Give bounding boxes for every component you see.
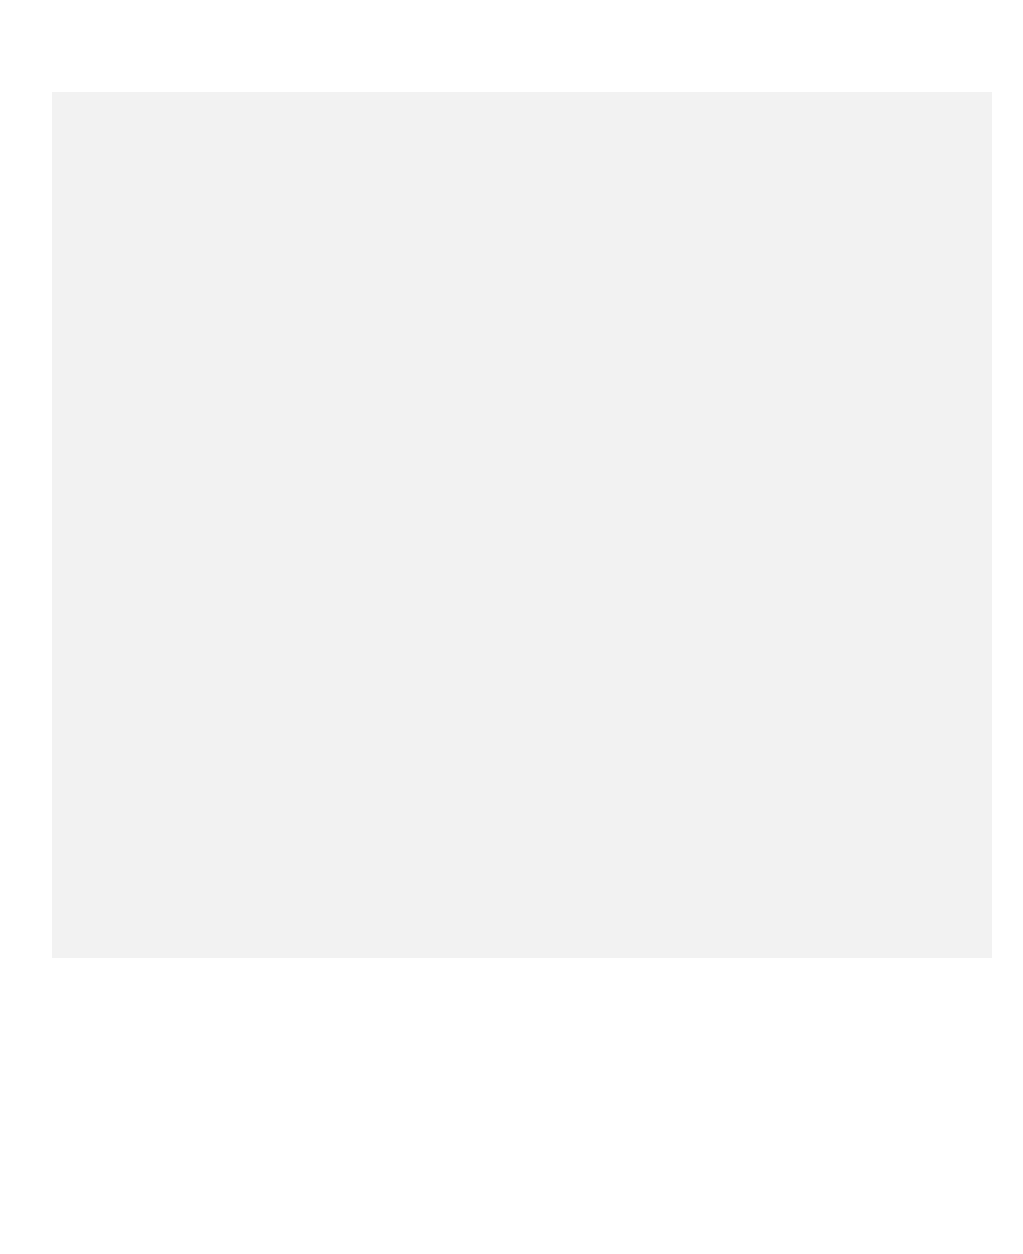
scanned-pattern-chart [52, 92, 992, 958]
